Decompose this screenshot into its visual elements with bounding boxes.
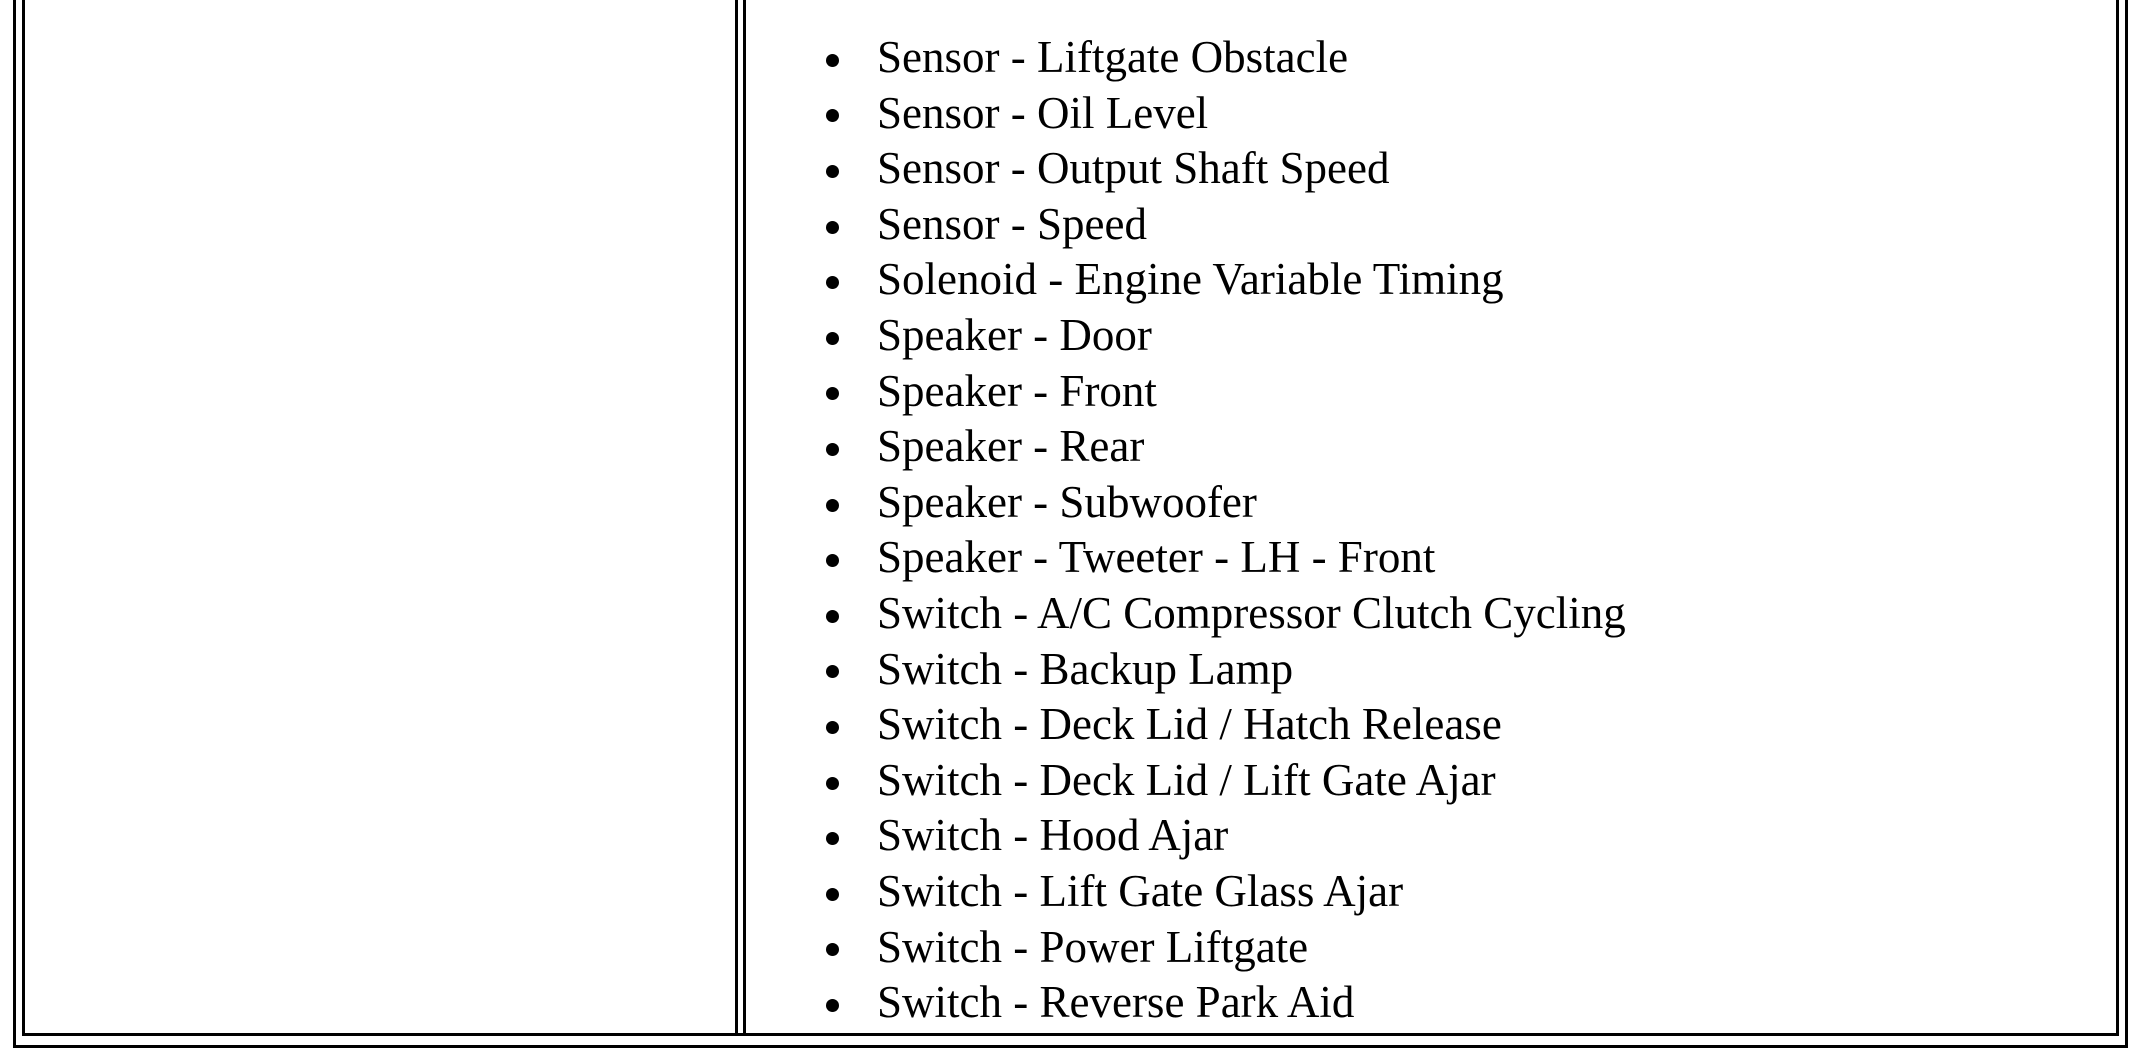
table-outer-bottom-border [13, 1045, 2128, 1048]
bullet-icon [826, 610, 839, 623]
list-item-label: Switch - Hood Ajar [877, 810, 1229, 861]
bullet-icon [826, 387, 839, 400]
list-item [746, 697, 2117, 753]
list-item-label: Switch - Reverse Park Aid [877, 977, 1355, 1028]
list-item-label: Speaker - Front [877, 365, 1157, 416]
component-list [746, 30, 2117, 1031]
list-item-label: Speaker - Rear [877, 421, 1145, 472]
list-item [746, 530, 2117, 586]
list-item-label: Speaker - Subwoofer [877, 476, 1257, 527]
bullet-icon [826, 443, 839, 456]
list-item-label: Switch - A/C Compressor Clutch Cycling [877, 587, 1626, 638]
list-item [746, 364, 2117, 420]
cell-bottom-border [22, 1033, 2119, 1036]
list-item-label: Sensor - Liftgate Obstacle [877, 32, 1349, 82]
list-item-label: Sensor - Oil Level [877, 87, 1209, 138]
bullet-icon [826, 554, 839, 567]
list-item [746, 975, 2117, 1031]
list-item-label: Switch - Backup Lamp [877, 643, 1294, 694]
bullet-icon [826, 999, 839, 1012]
bullet-icon [826, 54, 839, 67]
bullet-icon [826, 943, 839, 956]
table-outer-left-border [13, 0, 16, 1048]
table-cell-right [746, 0, 2117, 1033]
table-outer-right-border [2125, 0, 2128, 1048]
bullet-icon [826, 499, 839, 512]
list-item-label: Solenoid - Engine Variable Timing [877, 254, 1504, 305]
list-item [746, 475, 2117, 531]
bullet-icon [826, 721, 839, 734]
bullet-icon [826, 165, 839, 178]
bullet-icon [826, 888, 839, 901]
list-item-label: Switch - Deck Lid / Lift Gate Ajar [877, 754, 1496, 805]
bullet-icon [826, 777, 839, 790]
list-item [746, 30, 2117, 86]
list-item-label: Speaker - Door [877, 309, 1152, 360]
list-item [746, 753, 2117, 809]
list-item [746, 197, 2117, 253]
list-item-label: Speaker - Tweeter - LH - Front [877, 532, 1436, 583]
bullet-icon [826, 276, 839, 289]
bullet-icon [826, 332, 839, 345]
list-item [746, 308, 2117, 364]
bullet-icon [826, 221, 839, 234]
list-item-label: Switch - Lift Gate Glass Ajar [877, 865, 1404, 916]
list-item [746, 419, 2117, 475]
list-item-label: Sensor - Speed [877, 198, 1147, 249]
list-item-label: Sensor - Output Shaft Speed [877, 143, 1390, 194]
list-item [746, 920, 2117, 976]
list-item-label: Switch - Power Liftgate [877, 921, 1309, 972]
list-item [746, 642, 2117, 698]
list-item [746, 586, 2117, 642]
bullet-icon [826, 109, 839, 122]
list-item-label: Switch - Deck Lid / Hatch Release [877, 699, 1502, 750]
list-item [746, 808, 2117, 864]
bullet-icon [826, 665, 839, 678]
table-cell-left [25, 0, 738, 1033]
list-item [746, 141, 2117, 197]
list-item [746, 864, 2117, 920]
list-item [746, 252, 2117, 308]
list-item [746, 86, 2117, 142]
bullet-icon [826, 832, 839, 845]
